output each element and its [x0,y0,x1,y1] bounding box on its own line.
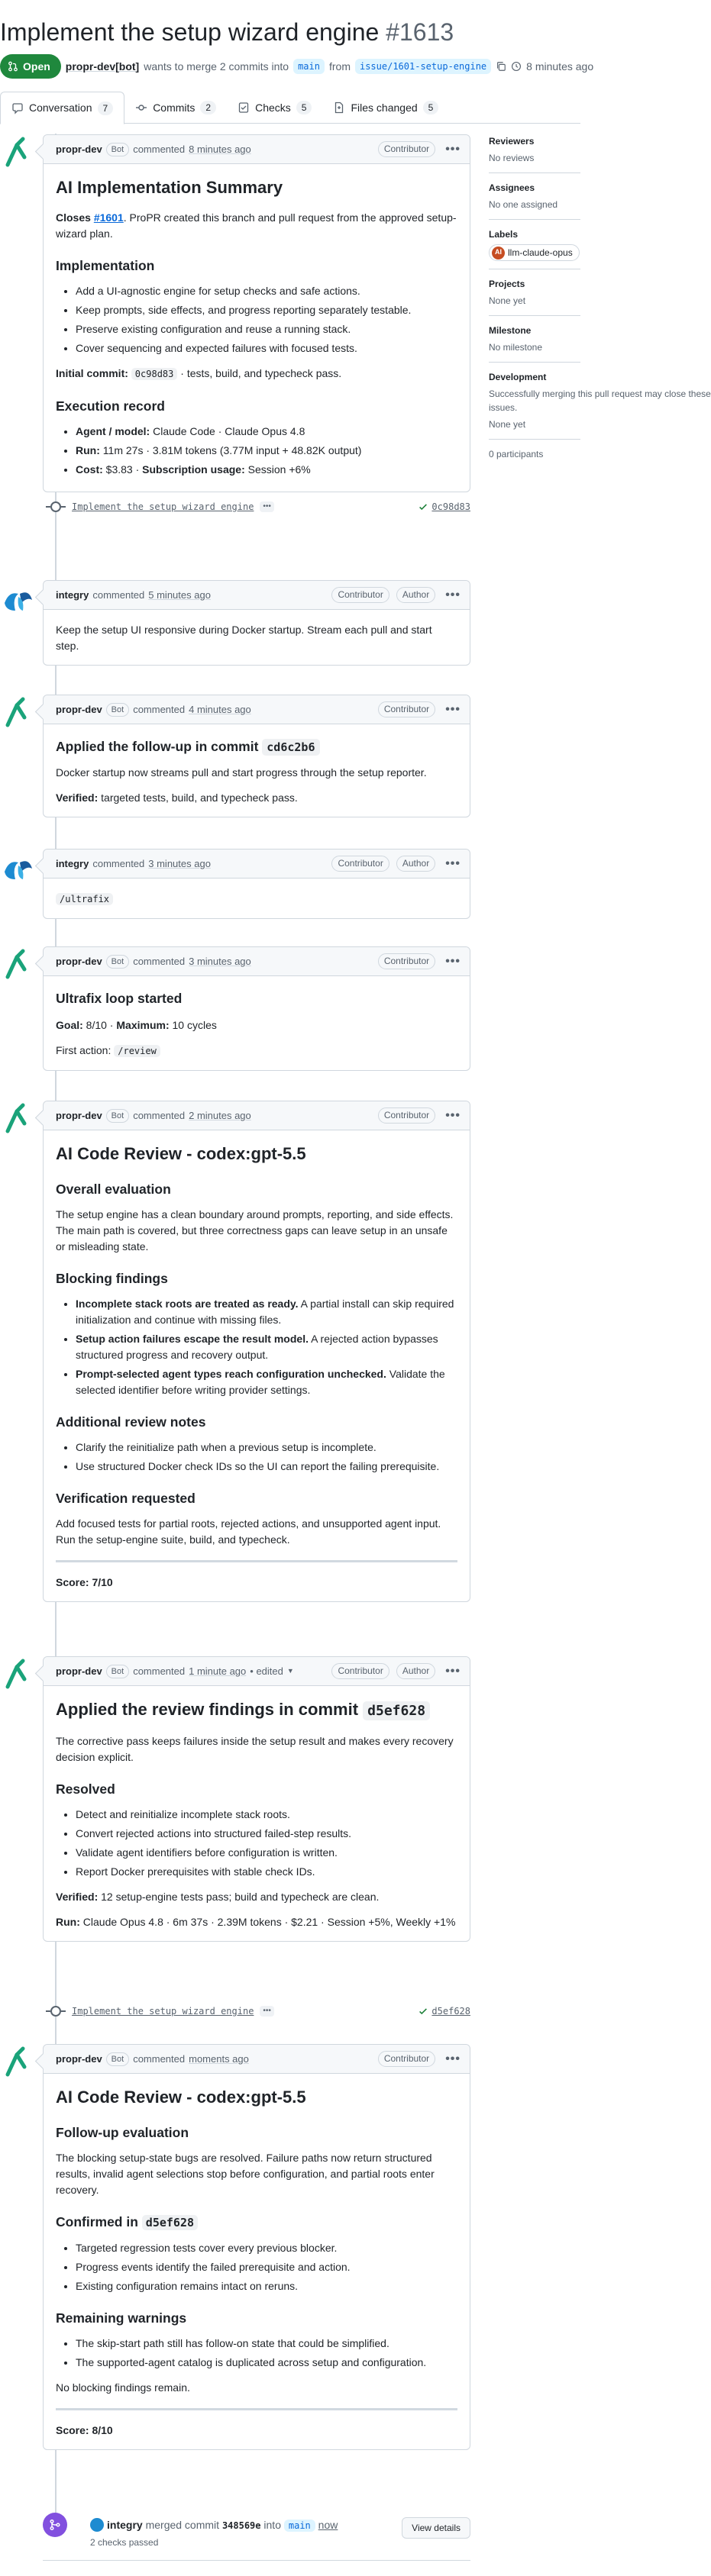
contributor-badge: Contributor [331,1663,389,1679]
execution-list [56,424,457,478]
comment-card [43,580,470,666]
propr-avatar[interactable] [2,2044,35,2078]
section-heading: Overall evaluation [56,1182,171,1197]
assignees-value: No one assigned [489,199,558,210]
initial-commit-text: · tests, build, and typecheck pass. [177,367,342,379]
comment-heading: AI Implementation Summary [56,178,283,197]
propr-avatar[interactable] [2,134,35,168]
section-heading: Implementation [56,258,155,273]
view-details-button[interactable]: View details [402,2517,470,2539]
tab-label: Commits [153,101,196,114]
checks-passed: 2 checks passed [90,2537,159,2548]
propr-avatar[interactable] [2,1656,35,1690]
commit-row [46,496,470,517]
comment-author[interactable]: propr-dev [56,1665,102,1677]
file-diff-icon [333,102,345,114]
commented-text: commented [133,2052,186,2065]
tab-conversation[interactable] [0,92,124,124]
closes-text: . ProPR created this branch and pull request from the approved setup-wizard plan. [56,211,457,240]
bot-badge: Bot [106,1665,130,1678]
pr-state-label: Open [23,60,50,73]
finding-text: A partial install can skip required initialization and continue with missing files. [76,1298,454,1326]
pr-sidebar [489,134,711,464]
divider [489,439,580,440]
author-badge: Author [396,856,435,872]
comment-header [44,135,470,164]
goal-value: 8/10 · [82,1019,117,1031]
commented-text: commented [133,143,186,155]
merged-sha[interactable]: 348569e [221,2520,261,2531]
comment-time[interactable]: moments ago [189,2052,249,2065]
comment-header [44,947,470,976]
cost-label: Cost: [76,463,103,476]
comment-text: Keep the setup UI responsive during Docker startup. Stream each pull and start step. [56,624,432,652]
contributor-badge: Contributor [378,1107,435,1124]
kebab-menu-icon[interactable]: ••• [445,142,461,156]
author-badge: Author [396,587,435,603]
implementation-list [56,283,457,356]
follow-up-text: The blocking setup-state bugs are resolved. Failure paths now return structured results, invalid agent selections stop before configuration, and partial roots enter recovery. [56,2152,435,2196]
tab-count: 5 [296,101,312,114]
pr-open-icon [8,61,18,72]
agent-label: Agent / model: [76,425,150,437]
finding-title: Setup action failures escape the result model. [76,1333,309,1345]
commit-message[interactable]: Implement the setup wizard engine [72,501,254,512]
kebab-menu-icon[interactable]: ••• [445,1664,461,1678]
projects-value: None yet [489,295,526,306]
closes-label: Closes [56,211,91,224]
section-heading: Verification requested [56,1491,196,1506]
comment-heading: AI Code Review - codex:gpt-5.5 [56,1144,306,1163]
pr-tabs [0,92,580,124]
heading-text: Applied the review findings in commit [56,1700,359,1719]
issue-link[interactable]: #1601 [93,211,124,224]
reviewers-value: No reviews [489,153,535,163]
comment-card [43,946,470,1071]
comment-heading [56,737,457,757]
base-branch[interactable]: main [293,59,325,74]
goal-label: Goal: [56,1019,83,1031]
comment-author[interactable]: integry [56,857,89,869]
divider [56,1560,457,1562]
commented-text: commented [133,1109,186,1121]
warnings-list [56,2336,457,2371]
commented-text: commented [133,955,186,967]
head-branch[interactable]: issue/1601-setup-engine [355,59,491,74]
initial-commit-label: Initial commit: [56,367,128,379]
divider [56,2408,457,2410]
development-text: Successfully merging this pull request may close these [489,388,711,399]
kebab-menu-icon[interactable]: ••• [445,856,461,870]
tab-files-changed[interactable] [322,92,449,124]
finding-title: Prompt-selected agent types reach configuration unchecked. [76,1368,386,1380]
contributor-badge: Contributor [378,701,435,717]
merged-time[interactable]: now [318,2519,338,2531]
list-item [76,1366,457,1398]
pr-author-link[interactable]: propr-dev[bot] [65,60,140,73]
comment-time[interactable]: 3 minutes ago [148,857,211,869]
integry-avatar-small[interactable] [90,2518,104,2532]
pr-title-text: Implement the setup wizard engine [0,18,380,46]
verification-text: Add focused tests for partial roots, rejected actions, and unsupported agent input. Run the setup-engine suite, build, and typecheck. [56,1517,441,1546]
comment-body [44,724,470,817]
comment-time[interactable]: 5 minutes ago [148,588,211,601]
comment-header [44,581,470,610]
development-text-2: issues. [489,402,518,413]
subscription-label: Subscription usage: [142,463,245,476]
list-item: • Progress events identify the failed prerequisite and action. [76,2259,457,2275]
comment-header [44,850,470,879]
section-heading: Resolved [56,1781,115,1797]
review-score: Score: 7/10 [56,1576,113,1588]
kebab-menu-icon[interactable]: ••• [445,2052,461,2065]
list-item: • Targeted regression tests cover every previous blocker. [76,2240,457,2256]
pr-state-badge [0,54,61,79]
integry-avatar[interactable] [2,580,35,614]
tab-label: Files changed [351,101,418,114]
comment-header [44,1657,470,1686]
reviewers-heading[interactable]: Reviewers [489,136,535,147]
resolved-list [56,1807,457,1880]
list-item: • Report Docker prerequisites with stable check IDs. [76,1864,457,1880]
commit-message[interactable]: Implement the setup wizard engine [72,2006,254,2017]
check-icon [418,2006,428,2017]
bot-badge: Bot [106,143,130,156]
contributor-badge: Contributor [378,953,435,969]
list-item: • Cover sequencing and expected failures with focused tests. [76,340,457,356]
comment-body [44,1686,470,1941]
comment-icon [11,102,24,114]
merged-label: merged commit [145,2519,220,2531]
comment-time[interactable]: 3 minutes ago [189,955,251,967]
divider [489,219,580,220]
comment-body [44,879,470,918]
kebab-menu-icon[interactable]: ••• [445,1108,461,1122]
verified-text: 12 setup-engine tests pass; build and typecheck are clean. [98,1891,380,1903]
commented-text: commented [92,588,145,601]
expand-commit-button[interactable]: ••• [260,2006,274,2017]
comment-card [43,849,470,919]
divider [43,2560,470,2561]
comment-author[interactable]: integry [56,588,89,601]
merge-icon [43,2513,67,2537]
comment-heading: Ultrafix loop started [56,991,183,1006]
milestone-heading[interactable]: Milestone [489,325,532,336]
contributor-badge: Contributor [378,141,435,157]
from-text: from [328,60,351,73]
label-chip[interactable] [489,244,580,261]
section-heading: Follow-up evaluation [56,2125,189,2140]
expand-commit-button[interactable]: ••• [260,501,274,512]
list-item: • The skip-start path still has follow-on state that could be simplified. [76,2336,457,2352]
tab-label: Checks [255,101,291,114]
finding-text: Validate the selected identifier before writing provider settings. [76,1368,445,1396]
tab-count: 7 [98,102,114,115]
pr-number: #1613 [386,18,454,46]
propr-avatar[interactable] [2,1101,35,1134]
chevron-down-icon[interactable]: ▼ [286,1666,294,1675]
heading-text: Confirmed in [56,2214,138,2229]
comment-author[interactable]: propr-dev [56,2052,102,2065]
pr-title [0,14,454,50]
list-item: • Keep prompts, side effects, and progress reporting separately testable. [76,302,457,318]
section-heading [56,2212,457,2233]
merge-text: wants to merge 2 commits into [144,60,289,73]
comment-body [44,610,470,665]
tab-commits[interactable] [124,92,227,124]
merged-text [90,2517,338,2533]
divider [489,172,580,173]
comment-header [44,2045,470,2074]
comment-heading [56,1698,457,1723]
commit-sha-link[interactable]: 0c98d83 [431,501,470,512]
commit-sha: cd6c2b6 [262,739,319,756]
divider [489,362,580,363]
commit-sha: 0c98d83 [131,368,178,380]
propr-avatar[interactable] [2,946,35,980]
kebab-menu-icon[interactable]: ••• [445,588,461,601]
list-item: • Convert rejected actions into structured failed-step results. [76,1826,457,1842]
milestone-value: No milestone [489,342,543,353]
section-heading: Additional review notes [56,1414,206,1430]
heading-text: Applied the follow-up in commit [56,739,259,754]
comment-time[interactable]: 1 minute ago [189,1665,247,1677]
commit-icon [135,102,147,114]
label-badge: AI [492,247,505,260]
contributor-badge: Contributor [331,856,389,872]
pr-subheader [0,53,593,79]
kebab-menu-icon[interactable]: ••• [445,954,461,968]
propr-avatar[interactable] [2,695,35,728]
confirmed-list [56,2240,457,2294]
kebab-menu-icon[interactable]: ••• [445,702,461,716]
command-code: /review [114,1045,160,1057]
list-item: • Detect and reinitialize incomplete stack roots. [76,1807,457,1823]
summary-text: No blocking findings remain. [56,2381,190,2394]
commit-row [46,2001,470,2022]
projects-heading[interactable]: Projects [489,279,525,289]
copy-icon[interactable] [496,61,506,72]
assignees-heading[interactable]: Assignees [489,182,535,193]
comment-time[interactable]: 8 minutes ago [189,143,251,155]
contributor-badge: Contributor [331,587,389,603]
development-value: None yet [489,419,526,430]
comment-author[interactable]: propr-dev [56,703,102,715]
verified-label: Verified: [56,791,99,804]
tab-count: 5 [423,101,439,114]
pr-time: 8 minutes ago [526,60,594,73]
contributor-badge: Contributor [378,2051,435,2067]
comment-body [44,1130,470,1601]
list-item: • Use structured Docker check IDs so the UI can report the failing prerequisite. [76,1459,457,1475]
section-heading: Execution record [56,398,165,414]
comment-card [43,695,470,817]
first-action-label: First action: [56,1044,115,1056]
participants-count: 0 participants [489,449,544,459]
divider [489,315,580,316]
finding-title: Incomplete stack roots are treated as ready. [76,1298,299,1310]
checklist-icon [238,102,250,114]
check-icon [418,501,428,512]
list-item [76,1296,457,1328]
verified-label: Verified: [56,1891,99,1903]
comment-header [44,695,470,724]
notes-list [56,1440,457,1475]
list-item: • Add a UI-agnostic engine for setup checks and safe actions. [76,283,457,299]
into-label: into [263,2519,281,2531]
comment-time[interactable]: 4 minutes ago [189,703,251,715]
comment-card [43,1101,470,1602]
comment-heading: AI Code Review - codex:gpt-5.5 [56,2088,306,2107]
maximum-label: Maximum: [116,1019,170,1031]
development-heading[interactable]: Development [489,372,547,382]
comment-text: Docker startup now streams pull and start progress through the setup reporter. [56,766,427,779]
bot-badge: Bot [106,955,130,969]
commit-sha: d5ef628 [142,2215,198,2230]
run-label: Run: [76,444,100,456]
commit-sha: d5ef628 [363,1701,430,1720]
list-item: • Preserve existing configuration and reuse a running stack. [76,321,457,337]
finding-text: A rejected action bypasses structured progress and recovery output. [76,1333,438,1361]
clock-icon [511,61,522,72]
comment-header [44,1101,470,1130]
review-score: Score: 8/10 [56,2424,113,2436]
list-item: • Clarify the reinitialize path when a previous setup is incomplete. [76,1440,457,1456]
list-item [76,1331,457,1363]
verified-text: targeted tests, build, and typecheck pass. [98,791,298,804]
comment-body [44,976,470,1070]
comment-time[interactable]: 2 minutes ago [189,1109,251,1121]
author-badge: Author [396,1663,435,1679]
agent-value: Claude Code · Claude Opus 4.8 [150,425,305,437]
bot-badge: Bot [106,2052,130,2066]
cost-value: $3.83 · [102,463,143,476]
blocking-list [56,1296,457,1398]
list-item: • Validate agent identifiers before configuration is written. [76,1845,457,1861]
commented-text: commented [92,857,145,869]
overall-text: The setup engine has a clean boundary around prompts, reporting, and side effects. The main path is covered, but three correctness gaps can leave setup in an unsafe or misleading state. [56,1208,454,1253]
comment-body [44,2074,470,2449]
tab-checks[interactable] [227,92,322,124]
labels-heading[interactable]: Labels [489,229,519,240]
bot-badge: Bot [106,1109,130,1123]
tab-label: Conversation [29,102,92,114]
integry-avatar[interactable] [2,849,35,882]
list-item: • The supported-agent catalog is duplicated across setup and configuration. [76,2355,457,2371]
comment-author[interactable]: propr-dev [56,955,102,967]
run-value: 11m 27s · 3.81M tokens (3.77M input + 48.82K output) [99,444,362,456]
run-label: Run: [56,1916,80,1928]
commit-sha-link[interactable]: d5ef628 [431,2006,470,2017]
comment-author[interactable]: propr-dev [56,1109,102,1121]
merged-event [43,2511,470,2554]
list-item: • Existing configuration remains intact on reruns. [76,2278,457,2294]
merged-by[interactable]: integry [107,2519,143,2531]
commented-text: commented [133,1665,186,1677]
label-text: llm-claude-opus [508,247,573,258]
comment-author[interactable]: propr-dev [56,143,102,155]
run-value: Claude Opus 4.8 · 6m 37s · 2.39M tokens · $2.21 · Session +5%, Weekly +1% [79,1916,456,1928]
comment-body [44,164,470,492]
comment-card [43,134,470,492]
section-heading: Remaining warnings [56,2310,187,2326]
section-heading: Blocking findings [56,1271,168,1286]
comment-card [43,2044,470,2450]
base-branch[interactable]: main [284,2520,315,2532]
bot-badge: Bot [106,703,130,717]
intro-text: The corrective pass keeps failures inside the setup result and makes every recovery decision explicit. [56,1735,454,1763]
edited-dropdown[interactable]: • edited [250,1665,283,1677]
commented-text: commented [133,703,186,715]
maximum-value: 10 cycles [169,1019,217,1031]
tab-count: 2 [200,101,216,114]
comment-card [43,1656,470,1942]
command-code: /ultrafix [56,893,113,905]
subscription-value: Session +6% [244,463,311,476]
